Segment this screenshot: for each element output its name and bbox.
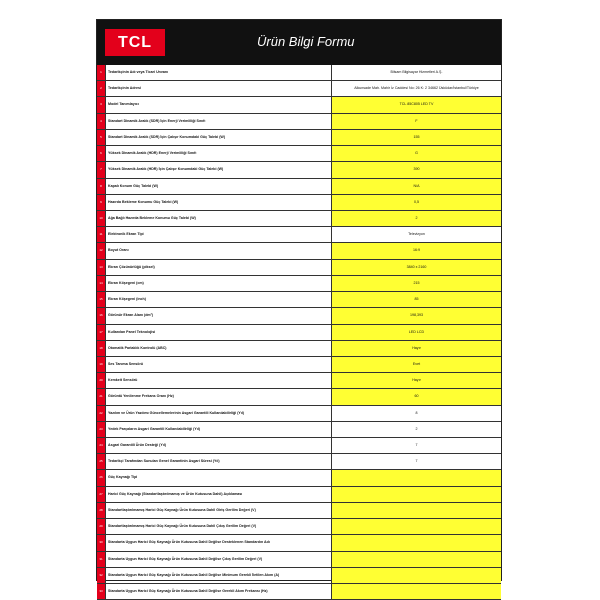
row-label: Asgari Garantili Ürün Desteği (Yıl) bbox=[106, 438, 332, 453]
row-value: F bbox=[332, 114, 501, 129]
row-value bbox=[332, 552, 501, 567]
row-label: Ağa Bağlı Hazırda Bekleme Konumu Güç Talebi (W) bbox=[106, 211, 332, 226]
row-number: 12 bbox=[97, 243, 106, 258]
table-row bbox=[97, 535, 501, 551]
table-row bbox=[97, 146, 501, 162]
row-value bbox=[332, 568, 501, 583]
row-value bbox=[332, 584, 501, 599]
row-label: Ekran Köşegeni (inch) bbox=[106, 292, 332, 307]
form-header bbox=[97, 20, 501, 65]
table-row bbox=[97, 81, 501, 97]
row-value: 0,5 bbox=[332, 195, 501, 210]
row-number: 31 bbox=[97, 552, 106, 567]
row-value bbox=[332, 519, 501, 534]
table-row bbox=[97, 162, 501, 178]
row-label: Ekran Köşegeni (cm) bbox=[106, 276, 332, 291]
table-row bbox=[97, 211, 501, 227]
form-title: Ürün Bilgi Formu bbox=[257, 34, 355, 49]
row-number: 30 bbox=[97, 535, 106, 550]
row-number: 9 bbox=[97, 195, 106, 210]
row-label: Standarta Uygun Harici Güç Kaynağı Ürün Kutusuna Dahil Değilse Gerekli Akım Frekansı (Hz) bbox=[106, 584, 332, 599]
row-number: 4 bbox=[97, 114, 106, 129]
table-row bbox=[97, 292, 501, 308]
row-number: 25 bbox=[97, 454, 106, 469]
table-row bbox=[97, 487, 501, 503]
row-number: 32 bbox=[97, 568, 106, 583]
row-number: 24 bbox=[97, 438, 106, 453]
row-value: Evet bbox=[332, 357, 501, 372]
row-value: Hayır bbox=[332, 373, 501, 388]
table-row bbox=[97, 97, 501, 113]
table-row bbox=[97, 422, 501, 438]
row-value bbox=[332, 470, 501, 485]
row-value: 60 bbox=[332, 389, 501, 404]
row-number: 18 bbox=[97, 341, 106, 356]
row-label: Kapalı Konum Güç Talebi (W) bbox=[106, 179, 332, 194]
row-number: 27 bbox=[97, 487, 106, 502]
row-label: Otomatik Parlaklık Kontrolü (ABC) bbox=[106, 341, 332, 356]
table-row bbox=[97, 65, 501, 81]
row-number: 19 bbox=[97, 357, 106, 372]
row-label: Standartlaştırılmamış Harici Güç Kaynağı Ürün Kutusuna Dahil Çıkış Gerilim Değeri (V) bbox=[106, 519, 332, 534]
row-value: 85 bbox=[332, 292, 501, 307]
row-value: 7 bbox=[332, 454, 501, 469]
row-value bbox=[332, 487, 501, 502]
product-info-form bbox=[96, 19, 502, 593]
row-number: 6 bbox=[97, 146, 106, 161]
table-row bbox=[97, 325, 501, 341]
row-value: TCL 85C805 LED TV bbox=[332, 97, 501, 112]
row-label: Yedek Parçaların Asgari Garantili Kullanılabilirliği (Yıl) bbox=[106, 422, 332, 437]
row-label: Standartlaştırılmamış Harici Güç Kaynağı Ürün Kutusuna Dahil Giriş Gerilim Değeri (V) bbox=[106, 503, 332, 518]
row-number: 5 bbox=[97, 130, 106, 145]
row-value: Televizyon bbox=[332, 227, 501, 242]
row-label: Ses Tanıma Sensörü bbox=[106, 357, 332, 372]
row-label: Yazılım ve Ürün Yazılımı Güncellemelerinin Asgari Garantili Kullanılabilirliği (Yıl) bbox=[106, 406, 332, 421]
table-row bbox=[97, 454, 501, 470]
table-row bbox=[97, 519, 501, 535]
row-number: 10 bbox=[97, 211, 106, 226]
row-number: 33 bbox=[97, 584, 106, 599]
row-label: Tedarikçinin Adresi bbox=[106, 81, 332, 96]
row-number: 21 bbox=[97, 389, 106, 404]
row-label: Standarta Uygun Harici Güç Kaynağı Ürün Kutusuna Dahil Değilse Çıkış Gerilim Değeri (V) bbox=[106, 552, 332, 567]
table-row bbox=[97, 552, 501, 568]
row-value: 3840 x 2160 bbox=[332, 260, 501, 275]
row-label: Standarta Uygun Harici Güç Kaynağı Ürün Kutusuna Dahil Değilse Minimum Gerekli İletilen Akım (A) bbox=[106, 568, 332, 583]
row-value bbox=[332, 535, 501, 550]
table-row bbox=[97, 373, 501, 389]
row-label: Yüksek Dinamik Aralık (HDR) İçin Çalışır Konumdaki Güç Talebi (W) bbox=[106, 162, 332, 177]
row-number: 3 bbox=[97, 97, 106, 112]
table-row bbox=[97, 179, 501, 195]
table-row bbox=[97, 438, 501, 454]
row-value: Bilsam Bilgisayar Hizmetleri A.Ş. bbox=[332, 65, 501, 80]
row-value: Hayır bbox=[332, 341, 501, 356]
row-value: G bbox=[332, 146, 501, 161]
row-number: 26 bbox=[97, 470, 106, 485]
row-value: 16:9 bbox=[332, 243, 501, 258]
row-label: Model Tanımlayıcı bbox=[106, 97, 332, 112]
row-label: Kemkeit Sensörü bbox=[106, 373, 332, 388]
row-value: LED LCD bbox=[332, 325, 501, 340]
table-row bbox=[97, 130, 501, 146]
row-value: N/A bbox=[332, 179, 501, 194]
table-row bbox=[97, 114, 501, 130]
row-label: Elektronik Ekran Tipi bbox=[106, 227, 332, 242]
table-row bbox=[97, 584, 501, 600]
row-number: 15 bbox=[97, 292, 106, 307]
table-row bbox=[97, 406, 501, 422]
tcl-logo: TCL bbox=[105, 29, 165, 56]
row-label: Standart Dinamik Aralık (SDR) İçin Çalışır Konumdaki Güç Talebi (W) bbox=[106, 130, 332, 145]
row-value: 198,393 bbox=[332, 308, 501, 323]
row-value: 2 bbox=[332, 211, 501, 226]
table-row bbox=[97, 243, 501, 259]
row-number: 16 bbox=[97, 308, 106, 323]
table-row bbox=[97, 357, 501, 373]
row-value: 2 bbox=[332, 422, 501, 437]
table-row bbox=[97, 260, 501, 276]
row-number: 1 bbox=[97, 65, 106, 80]
row-number: 29 bbox=[97, 519, 106, 534]
row-number: 2 bbox=[97, 81, 106, 96]
row-value: Alkunsade Mah. Mahir İz Caddesi No: 26 K: 2 34662 Üsküdar/İstanbul/Türkiye bbox=[332, 81, 501, 96]
row-number: 11 bbox=[97, 227, 106, 242]
row-value: 390 bbox=[332, 162, 501, 177]
row-value: 215 bbox=[332, 276, 501, 291]
row-number: 17 bbox=[97, 325, 106, 340]
table-row bbox=[97, 470, 501, 486]
row-value: 7 bbox=[332, 438, 501, 453]
table-row bbox=[97, 503, 501, 519]
row-label: Görünür Ekran Alanı (dm²) bbox=[106, 308, 332, 323]
row-number: 8 bbox=[97, 179, 106, 194]
table-row bbox=[97, 389, 501, 405]
row-label: Boyut Oranı bbox=[106, 243, 332, 258]
row-number: 7 bbox=[97, 162, 106, 177]
row-label: Hazırda Bekleme Konumu Güç Talebi (W) bbox=[106, 195, 332, 210]
table-row bbox=[97, 227, 501, 243]
row-label: Görüntü Yenilenme Frekans Oranı (Hz) bbox=[106, 389, 332, 404]
row-number: 20 bbox=[97, 373, 106, 388]
row-number: 28 bbox=[97, 503, 106, 518]
row-label: Yüksek Dinamik Aralık (HDR) Enerji Verimliliği Sınıfı bbox=[106, 146, 332, 161]
row-label: Standart Dinamik Aralık (SDR) İçin Enerji Verimliliği Sınıfı bbox=[106, 114, 332, 129]
table-row bbox=[97, 276, 501, 292]
table-row bbox=[97, 568, 501, 584]
row-label: Güç Kaynağı Tipi bbox=[106, 470, 332, 485]
row-label: Harici Güç Kaynağı (Standartlaştırılmamış ve Ürün Kutusuna Dahil) Açıklaması bbox=[106, 487, 332, 502]
row-value bbox=[332, 503, 501, 518]
row-label: Tedarikçinin Adı veya Ticari Unvanı bbox=[106, 65, 332, 80]
row-label: Tedarikçi Tarafından Sunulan Genel Garantinin Asgari Süresi (Yıl) bbox=[106, 454, 332, 469]
row-number: 13 bbox=[97, 260, 106, 275]
row-number: 14 bbox=[97, 276, 106, 291]
row-number: 22 bbox=[97, 406, 106, 421]
table-row bbox=[97, 195, 501, 211]
table-row bbox=[97, 341, 501, 357]
row-label: Standarta Uygun Harici Güç Kaynağı Ürün Kutusuna Dahil Değilse Desteklenen Standardın Adı bbox=[106, 535, 332, 550]
row-value: 8 bbox=[332, 406, 501, 421]
row-number: 23 bbox=[97, 422, 106, 437]
row-label: Kullanılan Panel Teknolojisi bbox=[106, 325, 332, 340]
row-label: Ekran Çözünürlüğü (piksel) bbox=[106, 260, 332, 275]
table-row bbox=[97, 308, 501, 324]
row-value: 155 bbox=[332, 130, 501, 145]
info-table bbox=[97, 65, 501, 600]
